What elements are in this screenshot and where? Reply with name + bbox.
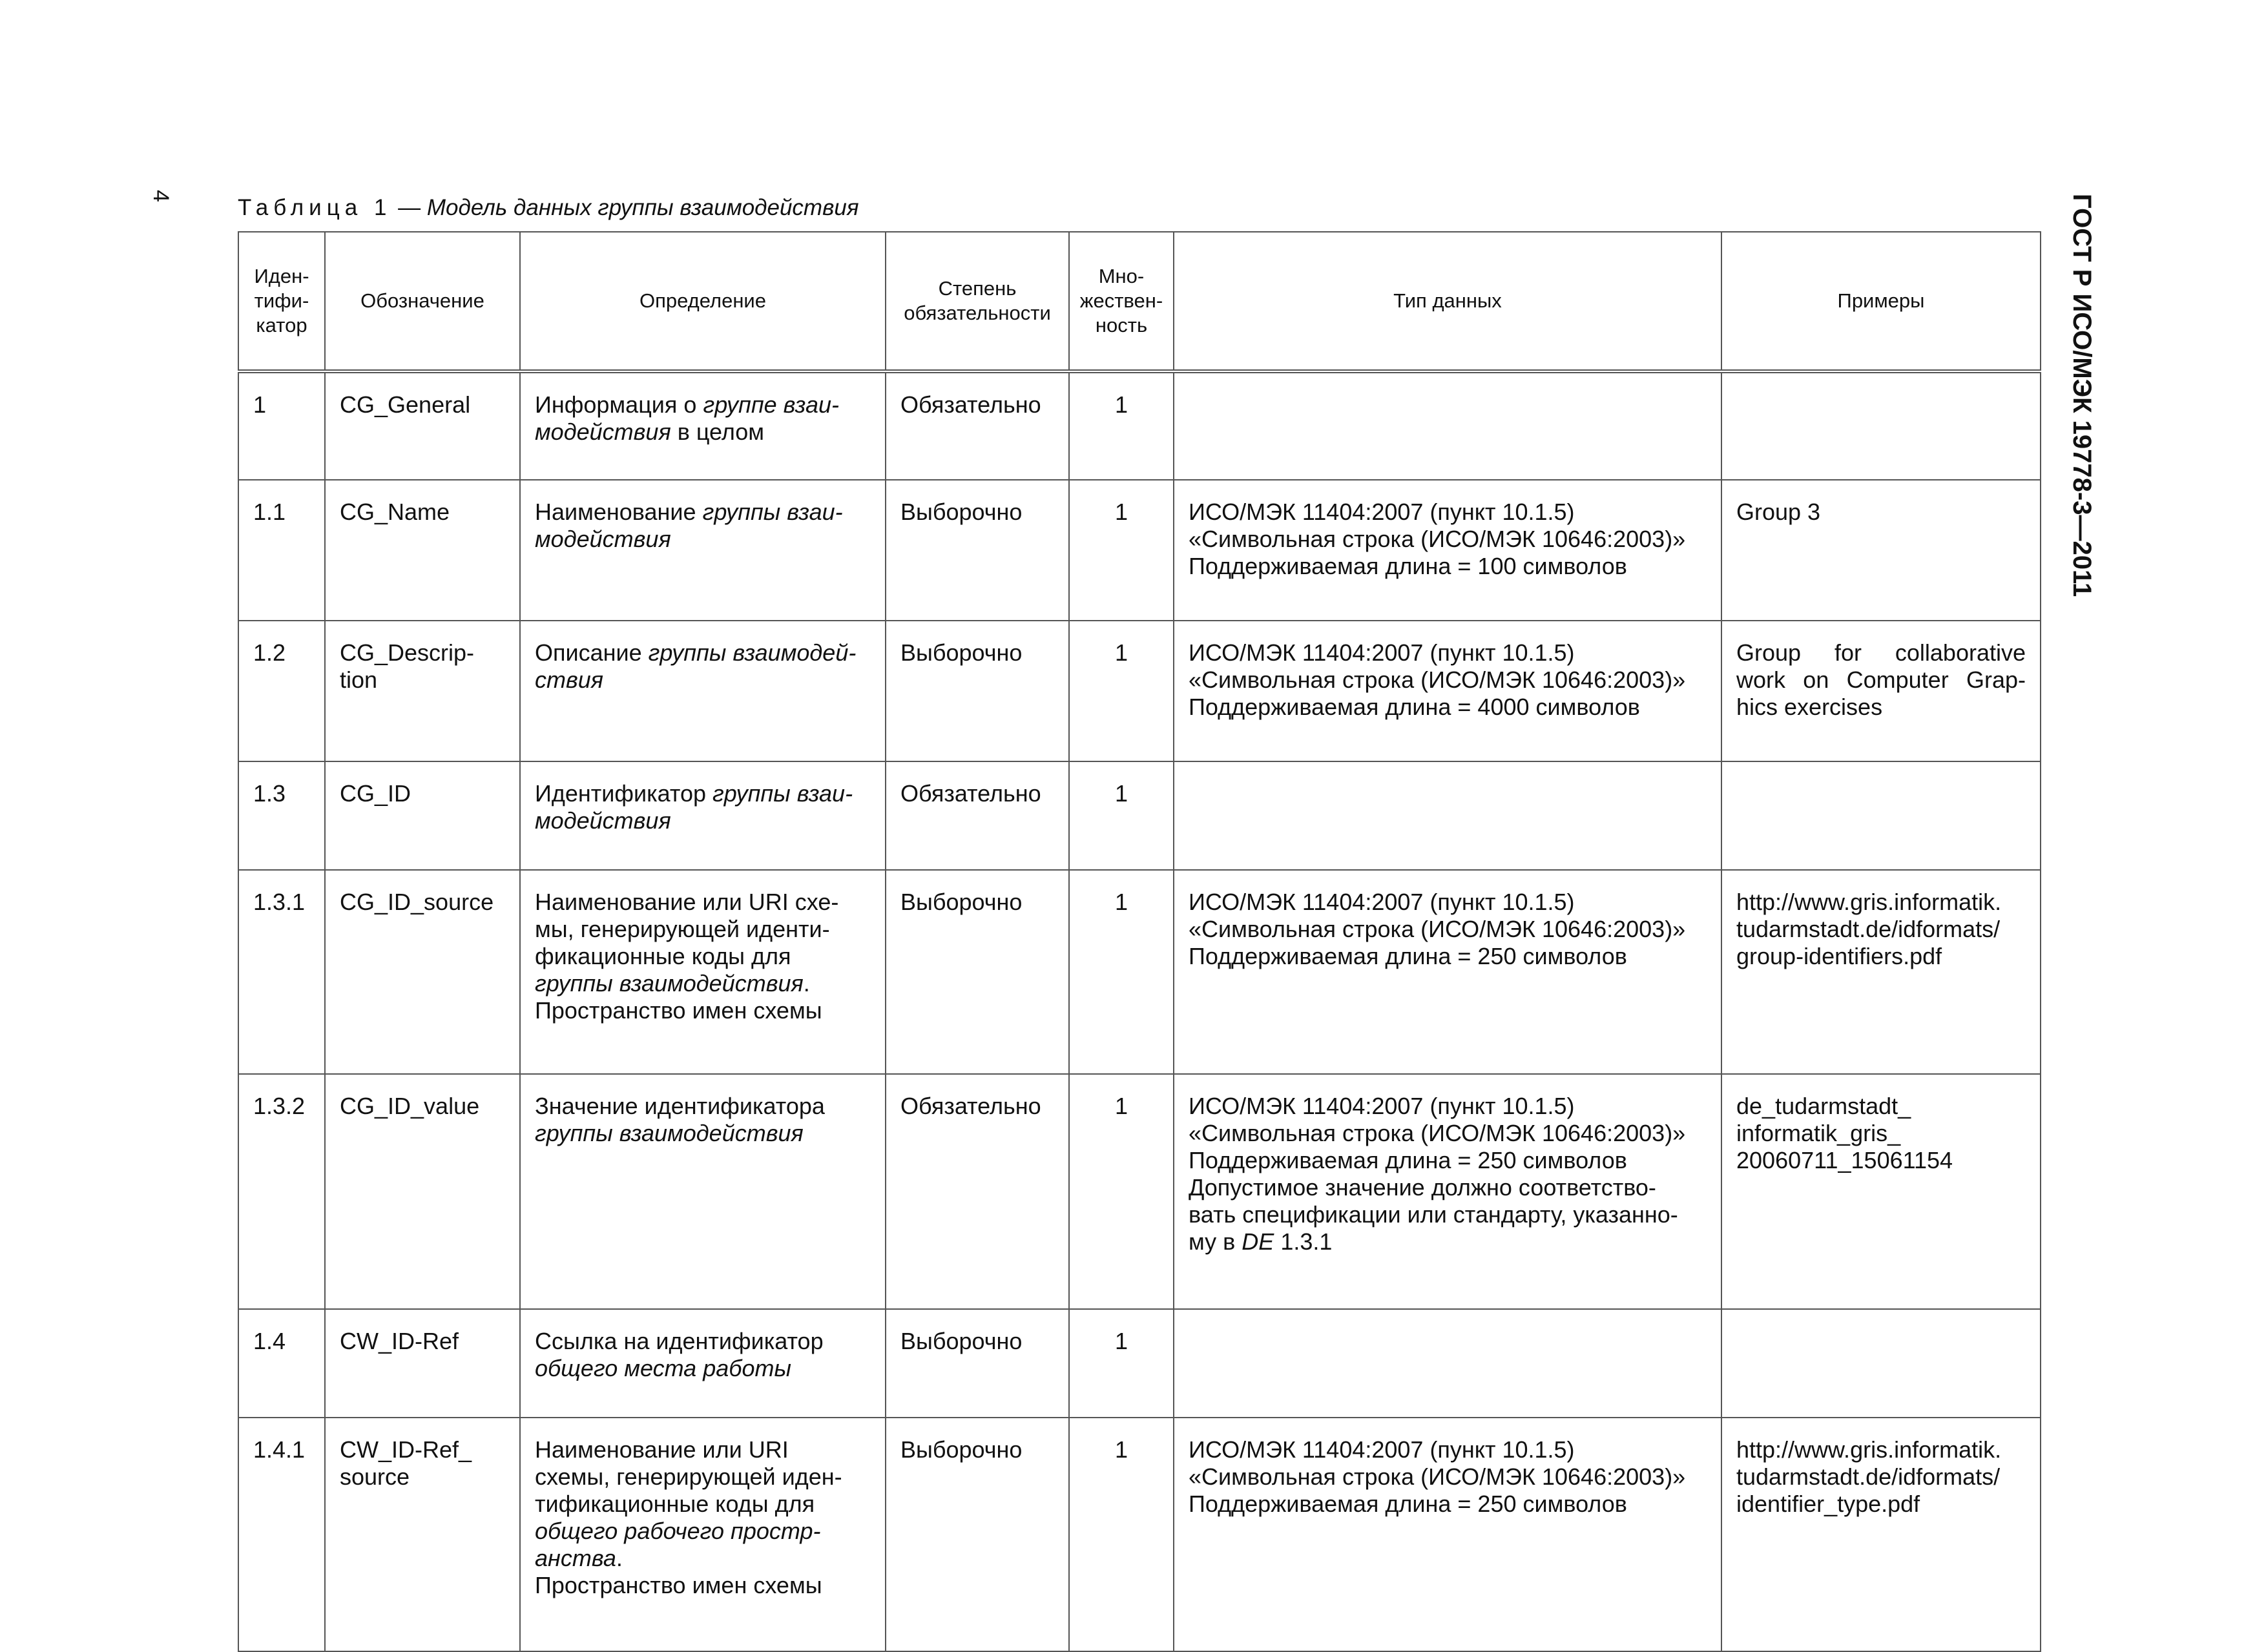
example-line: http://www.gris.informatik. (1736, 889, 2002, 915)
definition-fragment: Описание (535, 639, 649, 666)
datatype-line: «Символьная строка (ИСО/МЭК 10646:2003)» (1189, 916, 1686, 942)
datatype-line: «Символьная строка (ИСО/МЭК 10646:2003)» (1189, 526, 1686, 552)
header-datatype: Тип данных (1174, 232, 1721, 371)
datatype-line: Поддерживаемая длина = 250 символов (1189, 1491, 1627, 1517)
cell-designation: CG_ID (325, 761, 520, 870)
cell-multiplicity: 1 (1069, 870, 1174, 1074)
cell-multiplicity: 1 (1069, 1074, 1174, 1309)
example-line: hics exercises (1736, 694, 1883, 720)
cell-identifier: 1.4.1 (238, 1418, 325, 1651)
cell-examples (1721, 480, 2041, 621)
cell-designation: CG_General (325, 371, 520, 480)
cell-datatype (1174, 870, 1721, 1074)
cell-designation: CG_Name (325, 480, 520, 621)
cell-identifier: 1 (238, 371, 325, 480)
cell-multiplicity: 1 (1069, 1309, 1174, 1418)
datatype-line: «Символьная строка (ИСО/МЭК 10646:2003)» (1189, 1463, 1686, 1490)
example-line: tudarmstadt.de/idformats/ (1736, 916, 2001, 942)
datatype-line: Поддерживаемая длина = 250 символов (1189, 943, 1627, 969)
cell-examples (1721, 870, 2041, 1074)
cell-identifier: 1.3 (238, 761, 325, 870)
definition-fragment: Наименование или URI схемы, генерирующей иден- тификационные коды для (535, 1436, 842, 1517)
cell-datatype (1174, 761, 1721, 870)
definition-fragment: в целом (670, 418, 765, 445)
cell-definition (520, 621, 886, 761)
cell-definition (520, 1418, 886, 1651)
table-row (238, 1074, 2041, 1309)
cell-examples (1721, 1074, 2041, 1309)
cell-obligation: Выборочно (886, 480, 1069, 621)
cell-obligation: Выборочно (886, 621, 1069, 761)
datatype-line: Поддерживаемая длина = 4000 символов (1189, 694, 1640, 720)
header-designation: Обозначение (325, 232, 520, 371)
definition-fragment: группы взаимодействия (535, 1120, 804, 1146)
cell-multiplicity: 1 (1069, 480, 1174, 621)
cell-identifier: 1.4 (238, 1309, 325, 1418)
cell-definition (520, 480, 886, 621)
cell-obligation: Обязательно (886, 1074, 1069, 1309)
definition-fragment: Ссылка на идентификатор (535, 1328, 824, 1354)
table-caption (238, 195, 859, 221)
definition-fragment: общего места работы (535, 1355, 792, 1381)
cell-definition (520, 870, 886, 1074)
caption-lead: Таблица 1 (238, 195, 392, 220)
header-obligation: Степень обязательности (886, 232, 1069, 371)
datatype-line: ИСО/МЭК 11404:2007 (пункт 10.1.5) (1189, 639, 1575, 666)
table-row (238, 371, 2041, 480)
table-row (238, 1418, 2041, 1651)
datatype-line: ИСО/МЭК 11404:2007 (пункт 10.1.5) (1189, 1436, 1575, 1463)
example-line: http://www.gris.informatik. (1736, 1436, 2002, 1463)
header-identifier: Иден- тифи- катор (238, 232, 325, 371)
example-line: informatik_gris_ (1736, 1120, 1901, 1146)
cell-designation: CW_ID-Ref (325, 1309, 520, 1418)
definition-fragment: общего рабочего простр- анства (535, 1518, 821, 1571)
cell-identifier: 1.1 (238, 480, 325, 621)
definition-fragment: группы взаимодей- ствия (535, 639, 857, 693)
cell-examples (1721, 371, 2041, 480)
cell-designation: CG_ID_source (325, 870, 520, 1074)
example-line: de_tudarmstadt_ (1736, 1093, 1911, 1119)
cell-examples (1721, 621, 2041, 761)
caption-title: Модель данных группы взаимодействия (426, 195, 859, 220)
cell-datatype (1174, 1074, 1721, 1309)
cell-definition (520, 1309, 886, 1418)
datatype-line: ИСО/МЭК 11404:2007 (пункт 10.1.5) (1189, 889, 1575, 915)
cell-datatype (1174, 621, 1721, 761)
cell-designation: CW_ID-Ref_ source (325, 1418, 520, 1651)
datatype-line: Допустимое значение должно соответство- (1189, 1174, 1656, 1201)
datatype-line: «Символьная строка (ИСО/МЭК 10646:2003)» (1189, 666, 1686, 693)
datatype-line: ИСО/МЭК 11404:2007 (пункт 10.1.5) (1189, 499, 1575, 525)
cell-obligation: Обязательно (886, 761, 1069, 870)
cell-datatype (1174, 1309, 1721, 1418)
cell-definition (520, 761, 886, 870)
table-row (238, 761, 2041, 870)
definition-fragment: Значение идентификатора (535, 1093, 825, 1119)
cell-obligation: Выборочно (886, 1309, 1069, 1418)
datatype-line: Поддерживаемая длина = 250 символов (1189, 1147, 1627, 1173)
cell-datatype (1174, 480, 1721, 621)
example-line: identifier_type.pdf (1736, 1491, 1920, 1517)
caption-dash: — (391, 195, 427, 220)
datatype-line: ИСО/МЭК 11404:2007 (пункт 10.1.5) (1189, 1093, 1575, 1119)
header-row (238, 232, 2041, 371)
definition-fragment: Информация о (535, 391, 703, 418)
table-row (238, 621, 2041, 761)
cell-examples (1721, 761, 2041, 870)
example-line: work on Computer Grap- (1736, 666, 2026, 693)
table-row (238, 480, 2041, 621)
table-row (238, 870, 2041, 1074)
cell-identifier: 1.2 (238, 621, 325, 761)
datatype-line: «Символьная строка (ИСО/МЭК 10646:2003)» (1189, 1120, 1686, 1146)
page-number: 4 (149, 190, 173, 202)
example-line: 20060711_15061154 (1736, 1147, 1953, 1173)
cell-definition (520, 1074, 886, 1309)
table-row (238, 1309, 2041, 1418)
example-line: Group for collaborative (1736, 639, 2026, 666)
cell-designation: CG_Descrip- tion (325, 621, 520, 761)
cell-definition (520, 371, 886, 480)
cell-multiplicity: 1 (1069, 761, 1174, 870)
example-line: Group 3 (1736, 499, 1821, 525)
definition-fragment: группе взаи- (703, 391, 840, 418)
cell-identifier: 1.3.1 (238, 870, 325, 1074)
cell-datatype (1174, 1418, 1721, 1651)
definition-fragment: . Пространство имен схемы (535, 1545, 822, 1598)
cell-multiplicity: 1 (1069, 371, 1174, 480)
cell-examples (1721, 1418, 2041, 1651)
definition-fragment: группы взаи- модействия (535, 780, 853, 834)
cell-obligation: Обязательно (886, 371, 1069, 480)
definition-fragment: группы взаи- модействия (535, 499, 843, 552)
standard-code: ГОСТ Р ИСО/МЭК 19778-3—2011 (2068, 194, 2096, 597)
cell-datatype (1174, 371, 1721, 480)
cell-designation: CG_ID_value (325, 1074, 520, 1309)
datatype-line: му в DE 1.3.1 (1189, 1228, 1333, 1255)
header-definition: Определение (520, 232, 886, 371)
datatype-line: Поддерживаемая длина = 100 символов (1189, 553, 1627, 579)
definition-fragment: модействия (535, 418, 671, 445)
example-line: tudarmstadt.de/idformats/ (1736, 1463, 2001, 1490)
cell-multiplicity: 1 (1069, 1418, 1174, 1651)
definition-fragment: Наименование или URI схе- мы, генерирующей иденти- фикационные коды для (535, 889, 839, 969)
definition-fragment: Идентификатор (535, 780, 713, 807)
cell-examples (1721, 1309, 2041, 1418)
example-line: group-identifiers.pdf (1736, 943, 1942, 969)
cell-obligation: Выборочно (886, 1418, 1069, 1651)
header-multiplicity: Мно- жествен- ность (1069, 232, 1174, 371)
definition-fragment: Наименование (535, 499, 703, 525)
definition-fragment: . Пространство имен схемы (535, 970, 822, 1024)
cell-obligation: Выборочно (886, 870, 1069, 1074)
header-examples: Примеры (1721, 232, 2041, 371)
definition-fragment: группы взаимодействия (535, 970, 804, 996)
datatype-line: вать спецификации или стандарту, указанно- (1189, 1201, 1678, 1228)
cell-identifier: 1.3.2 (238, 1074, 325, 1309)
data-model-table (238, 231, 2041, 1652)
cell-multiplicity: 1 (1069, 621, 1174, 761)
